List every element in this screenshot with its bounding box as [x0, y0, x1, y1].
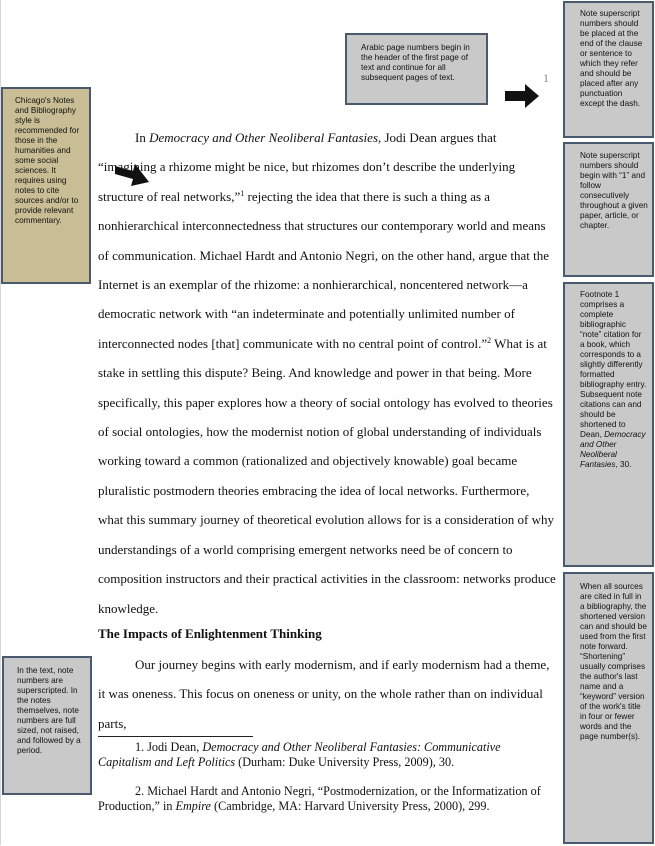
- footnote-separator: [98, 736, 253, 737]
- page-number: 1: [543, 71, 549, 85]
- footnote-1: [98, 740, 548, 770]
- body-paragraph-2: [98, 650, 557, 738]
- callout-superscript-sequence-text: Note superscript numbers should begin with “1” and follow consecutively throughout a given paper, article, or chapter.: [580, 151, 648, 230]
- callout-note-numbers-text: In the text, note numbers are superscripted. In the notes themselves, note numbers are full sized, not raised, and followed by a period.: [17, 666, 81, 755]
- callout-footnote-one: [563, 282, 654, 567]
- fn2-title: Empire: [175, 799, 211, 813]
- callout-footnote-one-title: Democracy and Other Neoliberal Fantasies: [580, 430, 646, 469]
- callout-superscript-placement: [563, 1, 654, 138]
- note-superscript-1: 1: [240, 188, 245, 198]
- p1-text-c: rejecting the idea that there is such a thing as a nonhierarchical interconnectedness that structures our contemporary world and means of communication. Michael Hardt and Antonio Negri, on the other hand, argue that the Internet is an exemplar of the rhizome: a nonhierarchical, noncentered network—a democratic network with “an indeterminate and potentially unlimited number of interconnected nodes [that] communicate with no central point of control.”: [98, 188, 550, 351]
- callout-chicago-style: [1, 87, 91, 284]
- right-arrow-icon: [505, 84, 539, 108]
- p2-text: Our journey begins with early modernism, and if early modernism had a theme, it was oneness. This focus on oneness or unity, on the whole rather than on individual parts,: [98, 657, 550, 731]
- footnote-2: [98, 784, 548, 814]
- callout-shortened-notes: [563, 572, 654, 844]
- section-heading: The Impacts of Enlightenment Thinking: [98, 626, 322, 641]
- body-paragraph-1: [98, 123, 557, 623]
- p1-book-title: Democracy and Other Neoliberal Fantasies: [149, 130, 378, 145]
- callout-page-number-text: Arabic page numbers begin in the header of the first page of text and continue for all subsequent pages of text.: [361, 43, 470, 82]
- callout-shortened-notes-text: When all sources are cited in full in a bibliography, the shortened version can and should be used from the first note forward. “Shortening” usually comprises the author's last name and a “keyword” version of the work's title in four or fewer words and the page number(s).: [580, 582, 647, 741]
- p1-text-a: In: [135, 130, 150, 145]
- callout-footnote-one-text: Footnote 1 comprises a complete bibliographic “note” citation for a book, which corresponds to a slightly differently formatted bibliography entry. Subsequent note citations can and should be shortened to Dean,: [580, 290, 647, 439]
- p1-text-b: , Jodi Dean argues that “imagining a rhizome might be nice, but rhizomes don’t describe the underlying structure of real networks,”: [98, 130, 516, 204]
- callout-chicago-style-text: Chicago's Notes and Bibliography style is recommended for those in the humanities and some social sciences. It requires using notes to cite sources and/or to provide relevant commentary.: [15, 96, 80, 225]
- callout-note-numbers: [2, 656, 92, 795]
- fn1-title: Democracy and Other Neoliberal Fantasies: Communicative Capitalism and Left Politics: [98, 740, 501, 769]
- callout-page-number: [345, 33, 488, 105]
- fn1-text-a: 1. Jodi Dean,: [135, 740, 203, 754]
- callout-superscript-placement-text: Note superscript numbers should be placed at the end of the clause or sentence to which they refer and should be placed after any punctuation except the dash.: [580, 9, 643, 108]
- fn2-text-b: (Cambridge, MA: Harvard University Press, 2000), 299.: [210, 799, 490, 813]
- note-superscript-2: 2: [487, 335, 492, 345]
- fn1-text-b: (Durham: Duke University Press, 2009), 30.: [235, 755, 455, 769]
- fn2-text-a: 2. Michael Hardt and Antonio Negri, “Postmodernization, or the Informatization of Production,” in: [98, 784, 541, 813]
- callout-footnote-one-page: , 30.: [615, 460, 632, 469]
- callout-superscript-sequence: [563, 142, 654, 277]
- p1-text-d: What is at stake in settling this dispute? Being. And knowledge and power in that being. More specifically, this paper explores how a theory of social ontology has evolved to theories of social ontologies, how the modernist notion of global understanding of individuals working toward a common (rationalized and objectively knowable) goal became pluralistic postmodern theories embracing the idea of local networks. Furthermore, what this summary journey of theoretical evolution allows for is a consideration of why understandings of a world comprising emergent networks need be of concern to composition instructors and their practical activities in the classroom: networks produce knowledge.: [98, 335, 556, 616]
